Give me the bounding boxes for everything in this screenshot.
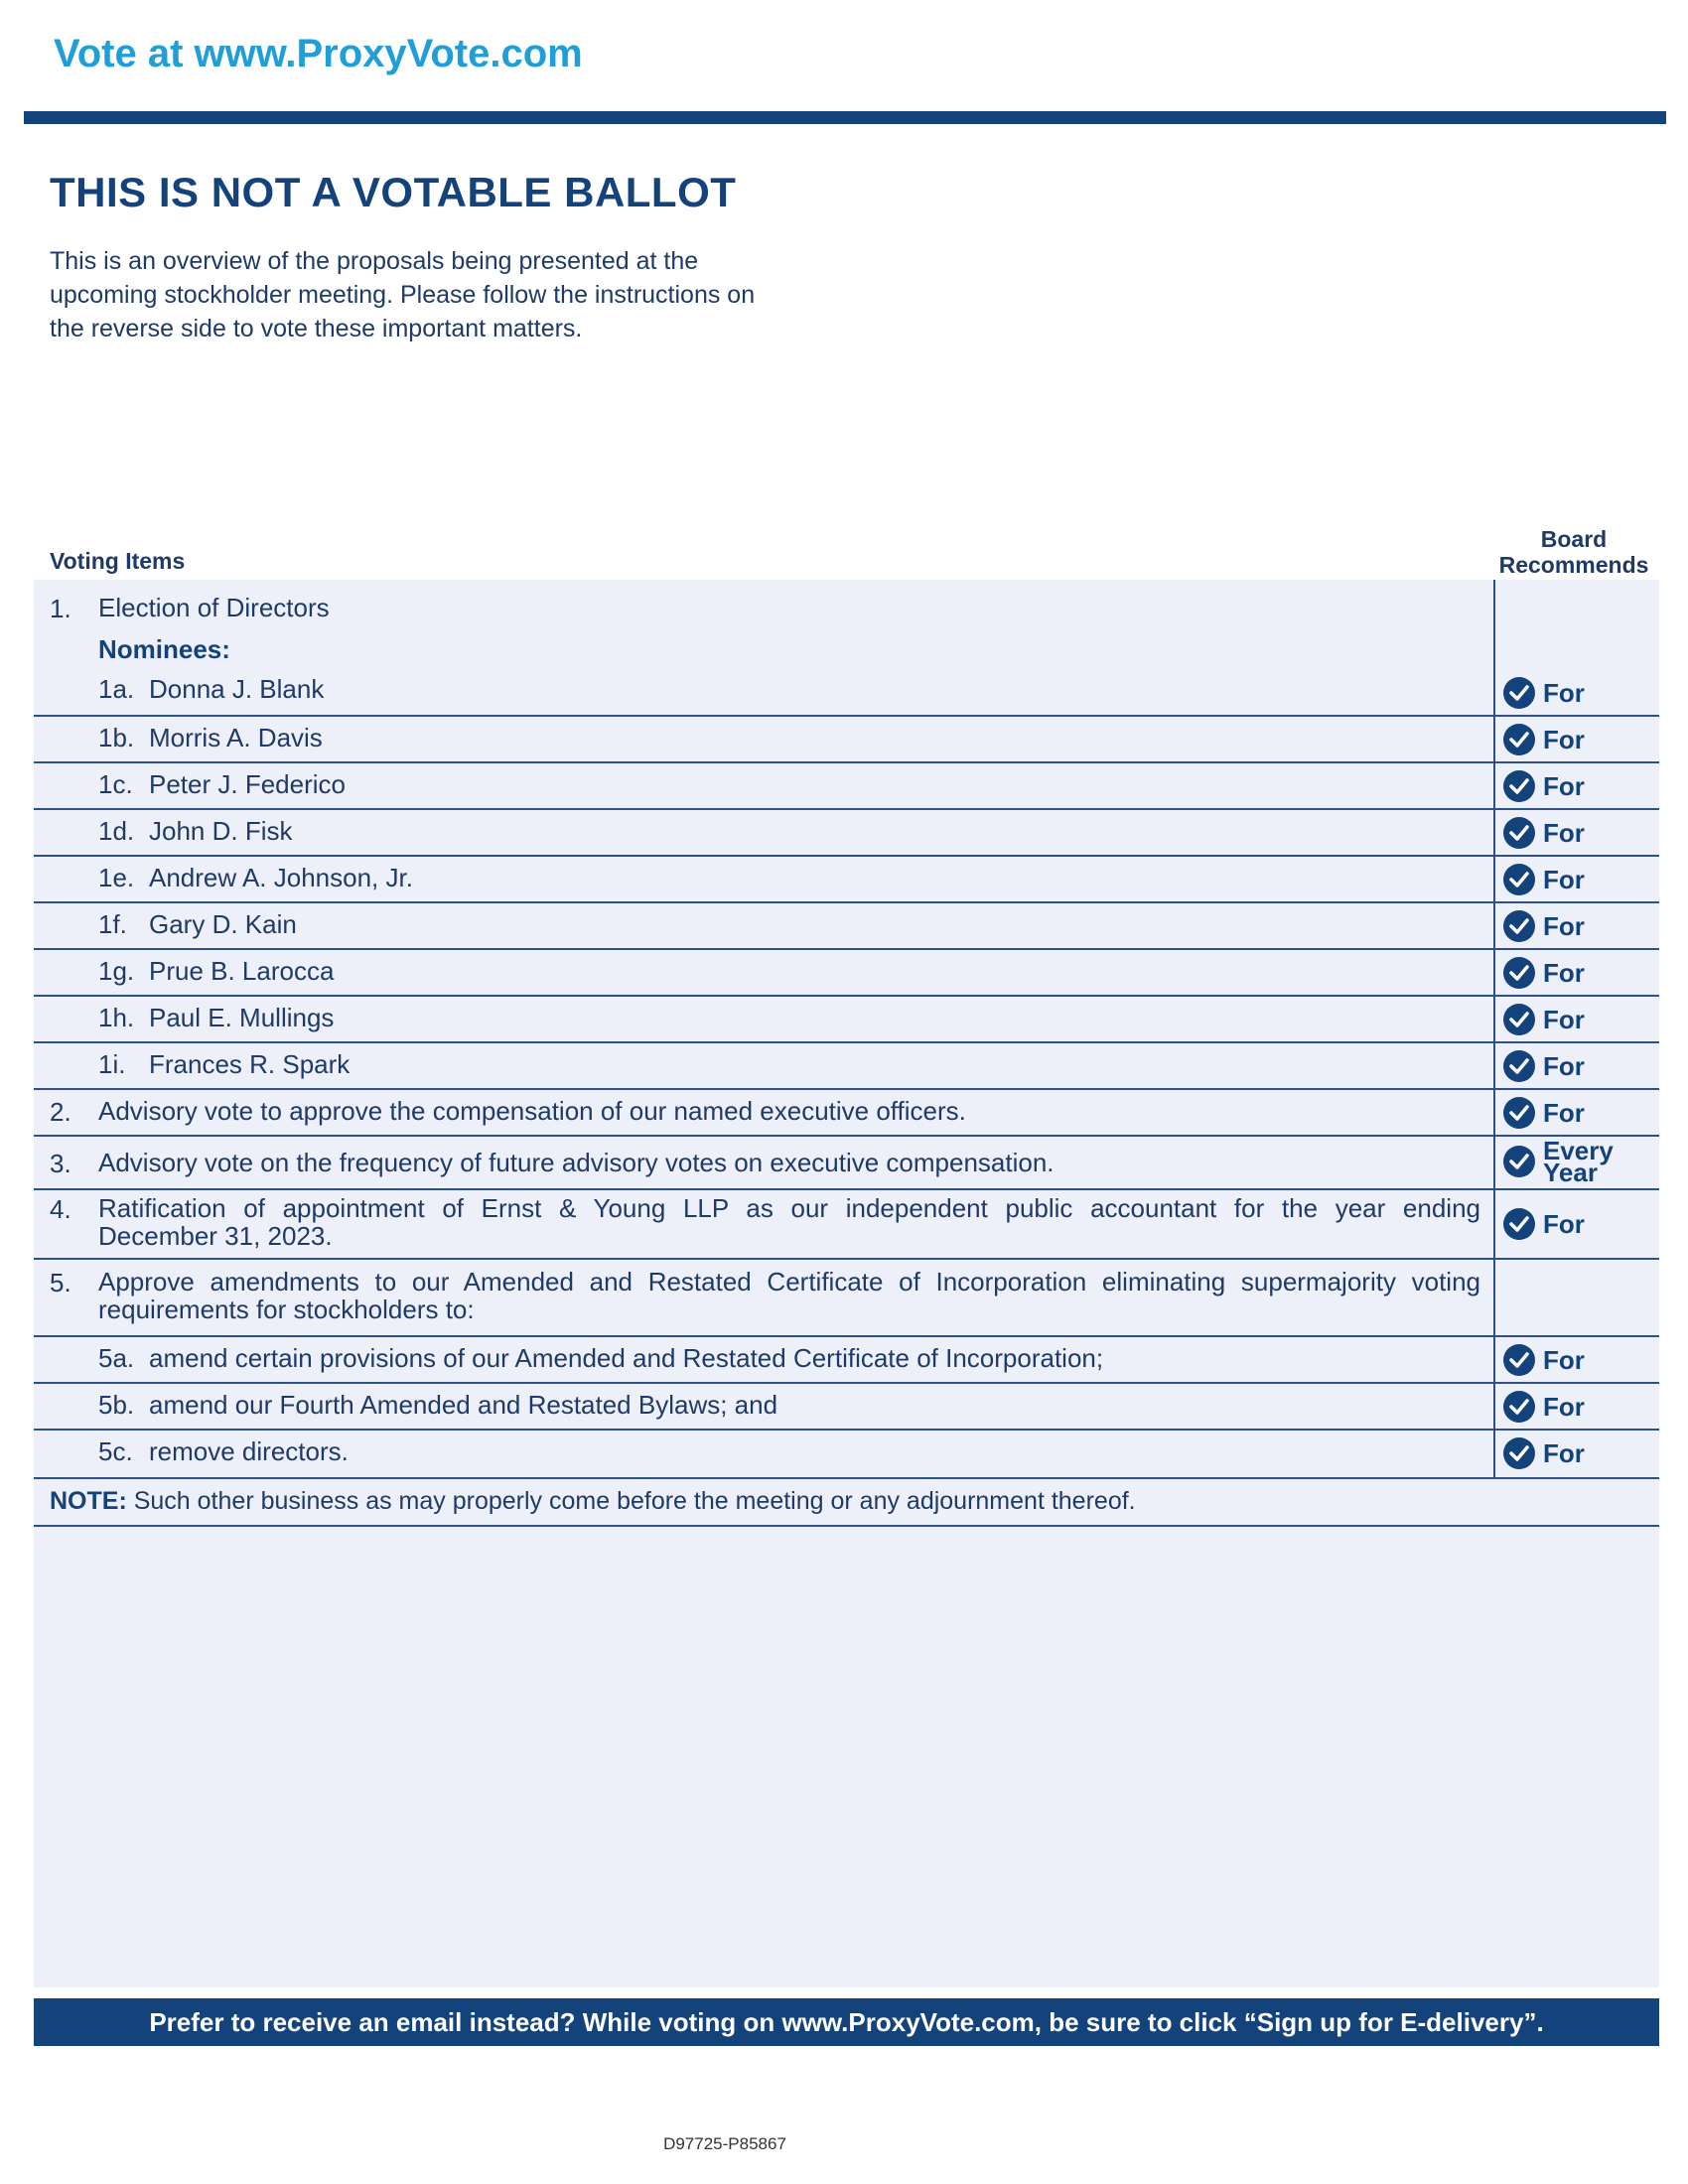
nominee-name: Andrew A. Johnson, Jr. [149,863,413,892]
nominee-name: John D. Fisk [149,816,293,846]
nominee-name: Gary D. Kain [149,909,297,939]
table-row [34,1190,1659,1260]
table-row [34,810,1659,857]
table-row [34,1043,1659,1090]
recommendation [1503,770,1585,802]
table-row [34,857,1659,903]
table-row [34,1090,1659,1137]
nominee-code: 1h. [98,1003,135,1032]
recommendation-label: For [1543,677,1585,708]
table-row [34,950,1659,997]
recommendation-label: For [1543,910,1585,941]
recommendation-label: For [1543,957,1585,988]
recommendation-label: For [1543,724,1585,754]
nominee-name: Morris A. Davis [149,723,323,752]
recommendation [1503,957,1585,989]
nominee-code: 1c. [98,769,133,799]
item-number: 2. [50,1097,71,1127]
table-row [34,1337,1659,1384]
table-row [34,1137,1659,1190]
note-row [34,1479,1659,1527]
item-number: 5. [50,1268,71,1297]
nominee-code: 1e. [98,863,135,892]
note-label: NOTE: [50,1487,127,1515]
item-text: Ratification of appointment of Ernst & Young LLP as our independent public accountant for the year ending [98,1193,1480,1223]
item-number: 1. [50,594,71,623]
item-number: 3. [50,1149,71,1178]
recommendation-label: For [1543,1437,1585,1468]
nominee-name: Prue B. Larocca [149,956,335,986]
recommendation [1503,910,1585,942]
recommendation-label: For [1543,1344,1585,1375]
recommendation-line2: Year [1543,1158,1598,1187]
board-recommends-header [1489,526,1658,578]
table-row [34,903,1659,950]
check-circle-icon [1503,1097,1535,1129]
recommendation-label: For [1543,1208,1585,1239]
nominees-label: Nominees: [98,634,230,664]
check-circle-icon [1503,1391,1535,1423]
check-circle-icon [1503,957,1535,989]
check-circle-icon [1503,1344,1535,1376]
nominee-name: Donna J. Blank [149,674,325,704]
check-circle-icon [1503,1004,1535,1035]
recommendation [1503,724,1585,755]
subitem-code: 5a. [98,1343,135,1373]
check-circle-icon [1503,677,1535,709]
nominee-code: 1g. [98,956,135,986]
table-row [34,1431,1659,1479]
item-text: Advisory vote on the frequency of future advisory votes on executive compensation. [98,1148,1055,1177]
nominee-code: 1f. [98,909,127,939]
table-row [34,1384,1659,1431]
nominee-code: 1d. [98,816,135,846]
recommendation-label: For [1543,1097,1585,1128]
table-row [34,763,1659,810]
table-row [34,717,1659,763]
item-text: Advisory vote to approve the compensation of our named executive officers. [98,1096,966,1126]
check-circle-icon [1503,1437,1535,1469]
document-code: D97725-P85867 [663,2134,786,2153]
check-circle-icon [1503,1208,1535,1240]
check-circle-icon [1503,724,1535,755]
recommendation-label: For [1543,1004,1585,1034]
table-row [34,997,1659,1043]
subitem-text: amend our Fourth Amended and Restated Bylaws; and [149,1390,778,1420]
board-header-line1: Board [1540,526,1608,552]
item-text-continued: December 31, 2023. [98,1221,333,1251]
item-text-continued: requirements for stockholders to: [98,1295,475,1324]
e-delivery-banner[interactable]: Prefer to receive an email instead? While voting on www.ProxyVote.com, be sure to click “Sign up for E-delivery”. [34,1998,1659,2046]
intro-text [50,244,864,345]
header-rule [24,111,1666,124]
subitem-text: remove directors. [149,1436,349,1466]
recommendation-label: For [1543,864,1585,894]
voting-items-panel [34,580,1659,1987]
recommendation-label: For [1543,817,1585,848]
item-text: Election of Directors [98,593,330,622]
subitem-code: 5c. [98,1436,133,1466]
table-row [34,1260,1659,1337]
recommendation [1503,1004,1585,1035]
table-row [34,580,1659,717]
recommendation-label: For [1543,770,1585,801]
board-header-line2: Recommends [1498,552,1649,578]
recommendation-label: For [1543,1050,1585,1081]
recommendation [1503,1437,1585,1469]
check-circle-icon [1503,910,1535,942]
note-text [50,1487,1136,1516]
recommendation [1503,1391,1585,1423]
voting-items-header: Voting Items [50,548,186,574]
check-circle-icon [1503,864,1535,895]
page-title: THIS IS NOT A VOTABLE BALLOT [50,169,737,215]
recommendation [1503,817,1585,849]
nominee-code: 1a. [98,674,135,704]
nominee-name: Peter J. Federico [149,769,346,799]
check-circle-icon [1503,1146,1535,1177]
recommendation-label [1543,1136,1614,1187]
nominee-name: Frances R. Spark [149,1049,351,1079]
nominee-name: Paul E. Mullings [149,1003,335,1032]
recommendation [1503,864,1585,895]
nominee-code: 1b. [98,723,135,752]
recommendation-label: For [1543,1391,1585,1422]
subitem-text: amend certain provisions of our Amended and Restated Certificate of Incorporation; [149,1343,1104,1373]
recommendation [1503,1136,1614,1187]
nominee-code: 1i. [98,1049,126,1079]
recommendation [1503,677,1585,709]
proxyvote-header-link[interactable]: Vote at www.ProxyVote.com [54,32,583,75]
recommendation [1503,1097,1585,1129]
subitem-code: 5b. [98,1390,135,1420]
intro-line: upcoming stockholder meeting. Please follow the instructions on [50,281,756,309]
intro-line: This is an overview of the proposals being presented at the [50,247,699,275]
recommendation [1503,1050,1585,1082]
item-number: 4. [50,1194,71,1224]
check-circle-icon [1503,770,1535,802]
check-circle-icon [1503,1050,1535,1082]
intro-line: the reverse side to vote these important matters. [50,315,583,342]
recommendation-line1: Every [1543,1136,1614,1165]
note-body: Such other business as may properly come before the meeting or any adjournment thereof. [126,1487,1136,1515]
recommendation [1503,1208,1585,1240]
item-text: Approve amendments to our Amended and Restated Certificate of Incorporation eliminating supermajority voting [98,1267,1480,1297]
check-circle-icon [1503,817,1535,849]
recommendation [1503,1344,1585,1376]
